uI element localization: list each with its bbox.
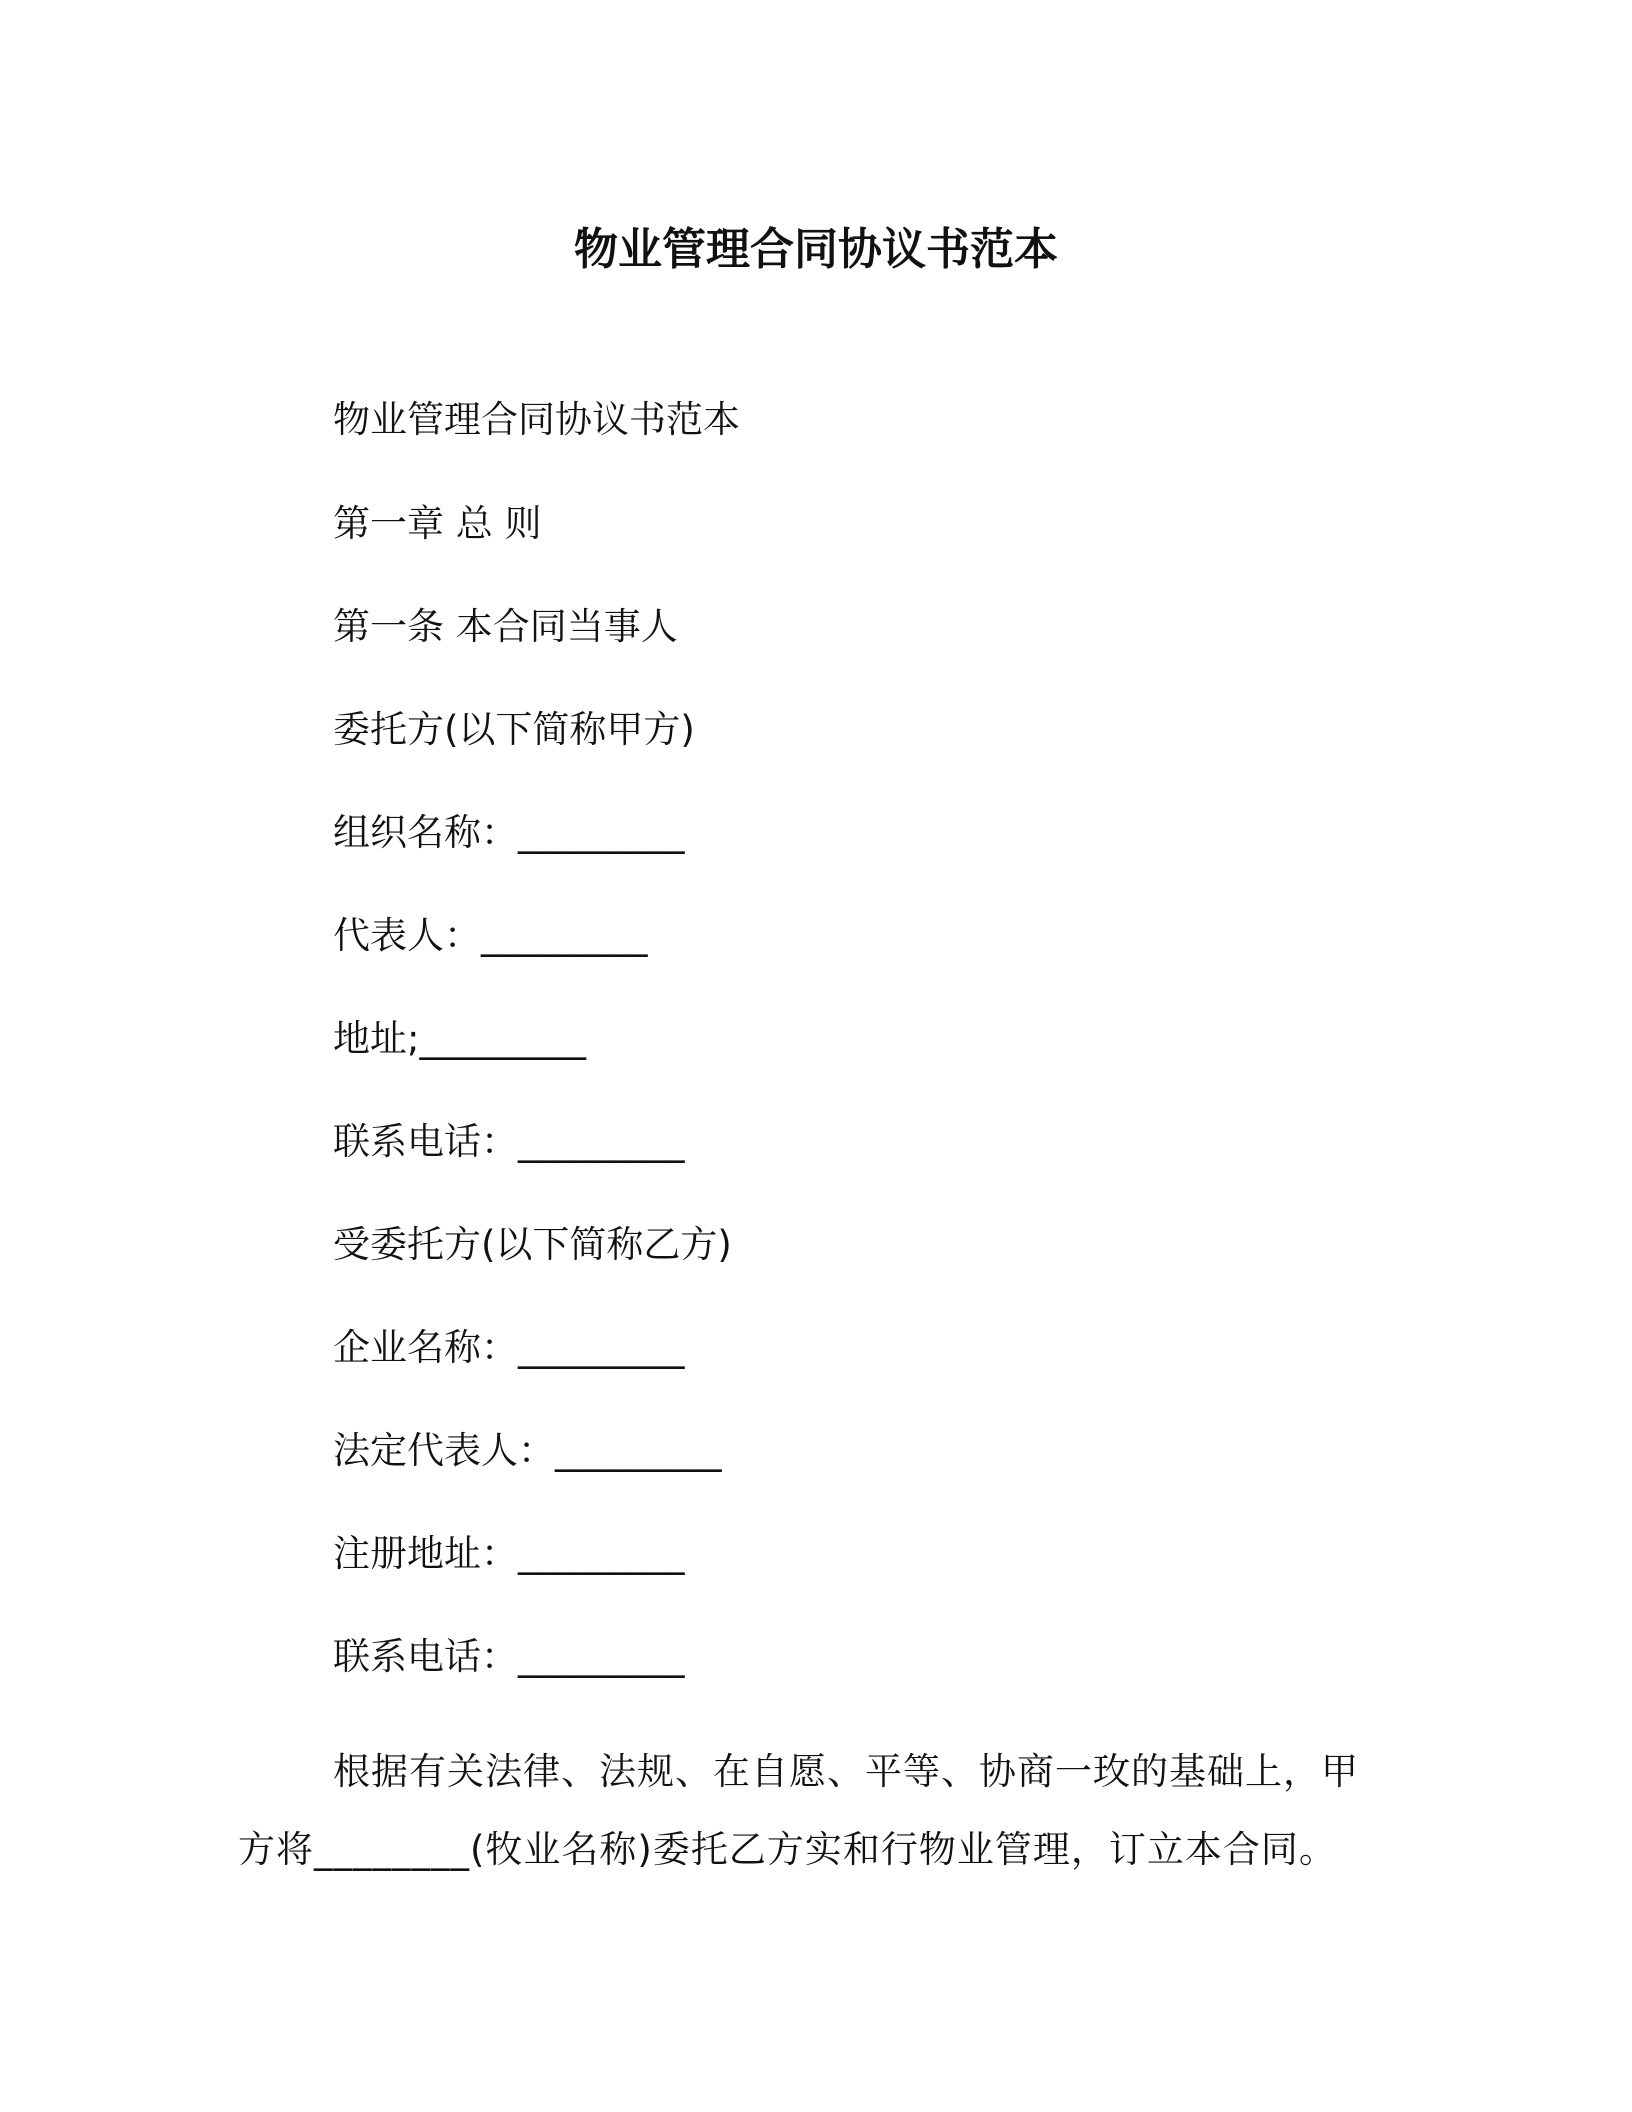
line-chapter-heading: 第一章 总 则 bbox=[333, 502, 542, 545]
line-party-b-legal-representative: 法定代表人：_________ bbox=[333, 1429, 722, 1472]
line-article-one: 第一条 本合同当事人 bbox=[333, 605, 678, 648]
line-party-a-representative: 代表人：_________ bbox=[333, 914, 648, 957]
line-party-a-phone: 联系电话：_________ bbox=[333, 1120, 685, 1163]
body-paragraph: 根据有关法律、法规、在自愿、平等、协商一玫的基础上，甲方将________(牧业名称)委托乙方实和行物业管理，订立本合同。 bbox=[238, 1750, 1359, 1871]
line-party-a-address: 地址;_________ bbox=[333, 1017, 586, 1060]
line-party-a-heading: 委托方(以下简称甲方) bbox=[333, 708, 695, 751]
line-party-b-phone: 联系电话：_________ bbox=[333, 1635, 685, 1678]
line-party-b-company-name: 企业名称：_________ bbox=[333, 1326, 685, 1369]
line-subtitle: 物业管理合同协议书范本 bbox=[333, 398, 740, 441]
line-party-b-registered-address: 注册地址：_________ bbox=[333, 1532, 685, 1575]
line-party-b-heading: 受委托方(以下简称乙方) bbox=[333, 1223, 732, 1266]
document-title: 物业管理合同协议书范本 bbox=[574, 224, 1058, 275]
line-party-a-org-name: 组织名称：_________ bbox=[333, 811, 685, 854]
